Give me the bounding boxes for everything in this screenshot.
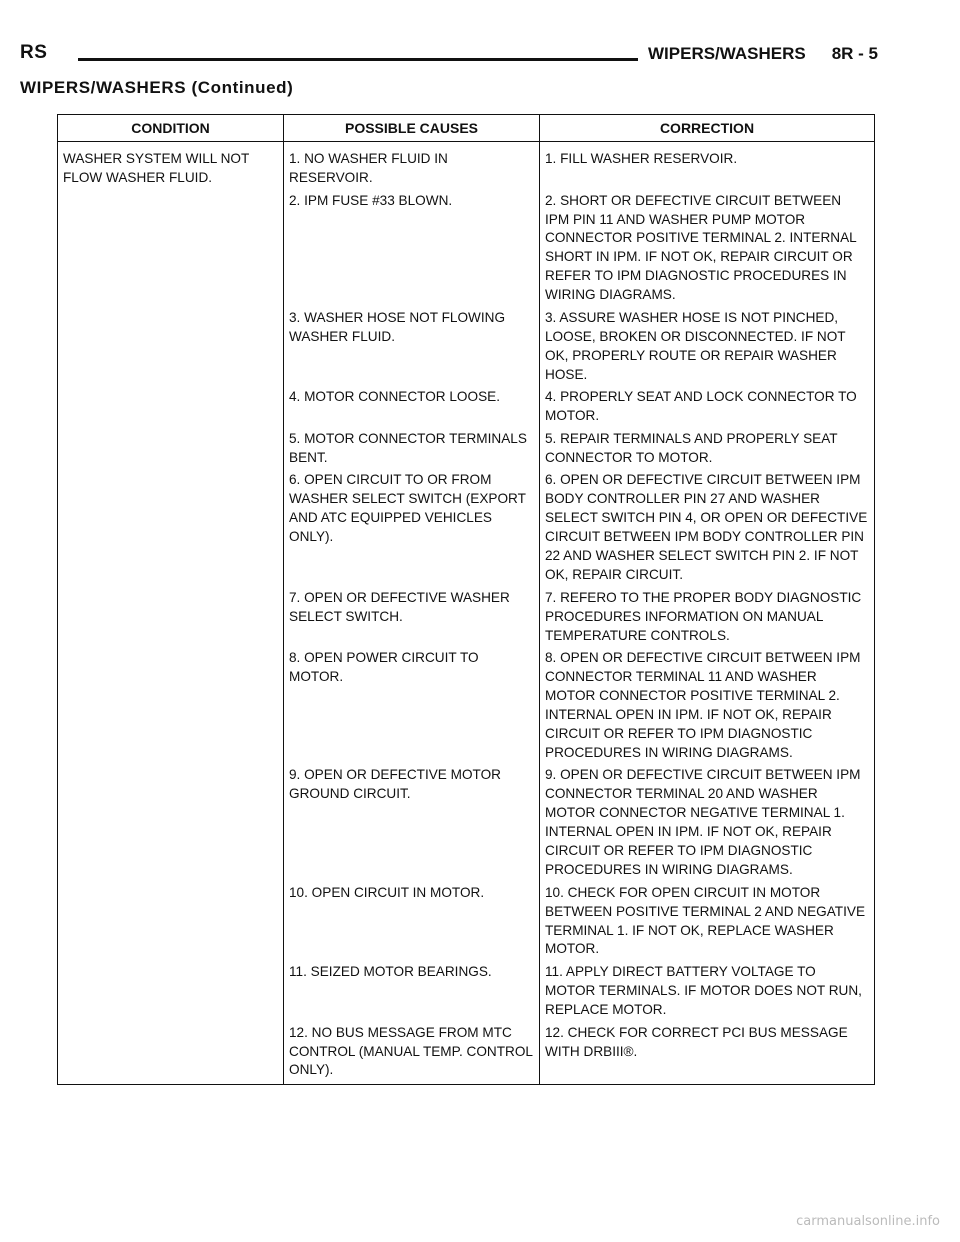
correction-cell: 3. ASSURE WASHER HOSE IS NOT PINCHED, LOOSE, BROKEN OR DISCONNECTED. IF NOT OK, PROPERLY ROUTE OR REPAIR WASHER HOSE. — [540, 309, 875, 388]
correction-cell: 6. OPEN OR DEFECTIVE CIRCUIT BETWEEN IPM BODY CONTROLLER PIN 27 AND WASHER SELECT SWITCH PIN 4, OR OPEN OR DEFECTIVE CIRCUIT BETWEEN IPM BODY CONTROLLER PIN 22 AND WASHER SELECT SWITCH PIN 2. IF NOT OK, REPAIR CIRCUIT. — [540, 471, 875, 588]
possible-cause-cell: 8. OPEN POWER CIRCUIT TO MOTOR. — [284, 649, 540, 766]
condition-cell — [58, 388, 284, 430]
manual-title: WIPERS/WASHERS — [648, 44, 806, 63]
table-row — [58, 884, 875, 963]
column-header-possible-causes: POSSIBLE CAUSES — [284, 115, 540, 142]
header-right — [648, 44, 878, 64]
condition-cell — [58, 309, 284, 388]
condition-cell — [58, 1024, 284, 1085]
condition-cell — [58, 589, 284, 650]
condition-cell — [58, 766, 284, 883]
condition-cell — [58, 430, 284, 472]
possible-cause-cell: 9. OPEN OR DEFECTIVE MOTOR GROUND CIRCUIT. — [284, 766, 540, 883]
correction-cell: 2. SHORT OR DEFECTIVE CIRCUIT BETWEEN IPM PIN 11 AND WASHER PUMP MOTOR CONNECTOR POSITIVE TERMINAL 2. INTERNAL SHORT IN IPM. IF NOT OK, REPAIR CIRCUIT OR REFER TO IPM DIAGNOSTIC PROCEDURES IN WIRING DIAGRAMS. — [540, 192, 875, 309]
condition-cell — [58, 884, 284, 963]
correction-cell: 9. OPEN OR DEFECTIVE CIRCUIT BETWEEN IPM CONNECTOR TERMINAL 20 AND WASHER MOTOR CONNECTOR NEGATIVE TERMINAL 1. INTERNAL OPEN IN IPM. IF NOT OK, REPAIR CIRCUIT OR REFER TO IPM DIAGNOSTIC PROCEDURES IN WIRING DIAGRAMS. — [540, 766, 875, 883]
possible-cause-cell: 3. WASHER HOSE NOT FLOWING WASHER FLUID. — [284, 309, 540, 388]
possible-cause-cell: 7. OPEN OR DEFECTIVE WASHER SELECT SWITCH. — [284, 589, 540, 650]
condition-cell — [58, 963, 284, 1024]
page-number: 8R - 5 — [831, 44, 878, 63]
correction-cell: 8. OPEN OR DEFECTIVE CIRCUIT BETWEEN IPM CONNECTOR TERMINAL 11 AND WASHER MOTOR CONNECTOR POSITIVE TERMINAL 2. INTERNAL OPEN IN IPM. IF NOT OK, REPAIR CIRCUIT OR REFER TO IPM DIAGNOSTIC PROCEDURES IN WIRING DIAGRAMS. — [540, 649, 875, 766]
correction-cell: 7. REFERO TO THE PROPER BODY DIAGNOSTIC PROCEDURES INFORMATION ON MANUAL TEMPERATURE CONTROLS. — [540, 589, 875, 650]
condition-cell — [58, 649, 284, 766]
correction-cell: 12. CHECK FOR CORRECT PCI BUS MESSAGE WITH DRBIII®. — [540, 1024, 875, 1085]
condition-cell: WASHER SYSTEM WILL NOT FLOW WASHER FLUID. — [58, 142, 284, 192]
table-row — [58, 430, 875, 472]
condition-cell — [58, 192, 284, 309]
table-row — [58, 388, 875, 430]
table-row — [58, 766, 875, 883]
possible-cause-cell: 4. MOTOR CONNECTOR LOOSE. — [284, 388, 540, 430]
possible-cause-cell: 12. NO BUS MESSAGE FROM MTC CONTROL (MANUAL TEMP. CONTROL ONLY). — [284, 1024, 540, 1085]
table-row — [58, 963, 875, 1024]
section-title: WIPERS/WASHERS (Continued) — [20, 78, 294, 97]
correction-cell: 1. FILL WASHER RESERVOIR. — [540, 142, 875, 192]
correction-cell: 10. CHECK FOR OPEN CIRCUIT IN MOTOR BETWEEN POSITIVE TERMINAL 2 AND NEGATIVE TERMINAL 1. IF NOT OK, REPLACE WASHER MOTOR. — [540, 884, 875, 963]
possible-cause-cell: 6. OPEN CIRCUIT TO OR FROM WASHER SELECT SWITCH (EXPORT AND ATC EQUIPPED VEHICLES ONLY). — [284, 471, 540, 588]
possible-cause-cell: 10. OPEN CIRCUIT IN MOTOR. — [284, 884, 540, 963]
table-row — [58, 1024, 875, 1085]
table-row — [58, 142, 875, 192]
possible-cause-cell: 2. IPM FUSE #33 BLOWN. — [284, 192, 540, 309]
watermark: carmanualsonline.info — [796, 1214, 940, 1229]
table-row — [58, 649, 875, 766]
table-body — [58, 142, 875, 1085]
possible-cause-cell: 1. NO WASHER FLUID IN RESERVOIR. — [284, 142, 540, 192]
table-header-row — [58, 115, 875, 142]
diagnosis-table — [57, 114, 875, 1085]
table-row — [58, 192, 875, 309]
condition-cell — [58, 471, 284, 588]
table-row — [58, 471, 875, 588]
possible-cause-cell: 11. SEIZED MOTOR BEARINGS. — [284, 963, 540, 1024]
table-row — [58, 589, 875, 650]
section-code: RS — [20, 42, 48, 63]
table-row — [58, 309, 875, 388]
correction-cell: 11. APPLY DIRECT BATTERY VOLTAGE TO MOTOR TERMINALS. IF MOTOR DOES NOT RUN, REPLACE MOTOR. — [540, 963, 875, 1024]
column-header-correction: CORRECTION — [540, 115, 875, 142]
possible-cause-cell: 5. MOTOR CONNECTOR TERMINALS BENT. — [284, 430, 540, 472]
correction-cell: 5. REPAIR TERMINALS AND PROPERLY SEAT CONNECTOR TO MOTOR. — [540, 430, 875, 472]
column-header-condition: CONDITION — [58, 115, 284, 142]
correction-cell: 4. PROPERLY SEAT AND LOCK CONNECTOR TO MOTOR. — [540, 388, 875, 430]
header-rule — [78, 58, 638, 61]
